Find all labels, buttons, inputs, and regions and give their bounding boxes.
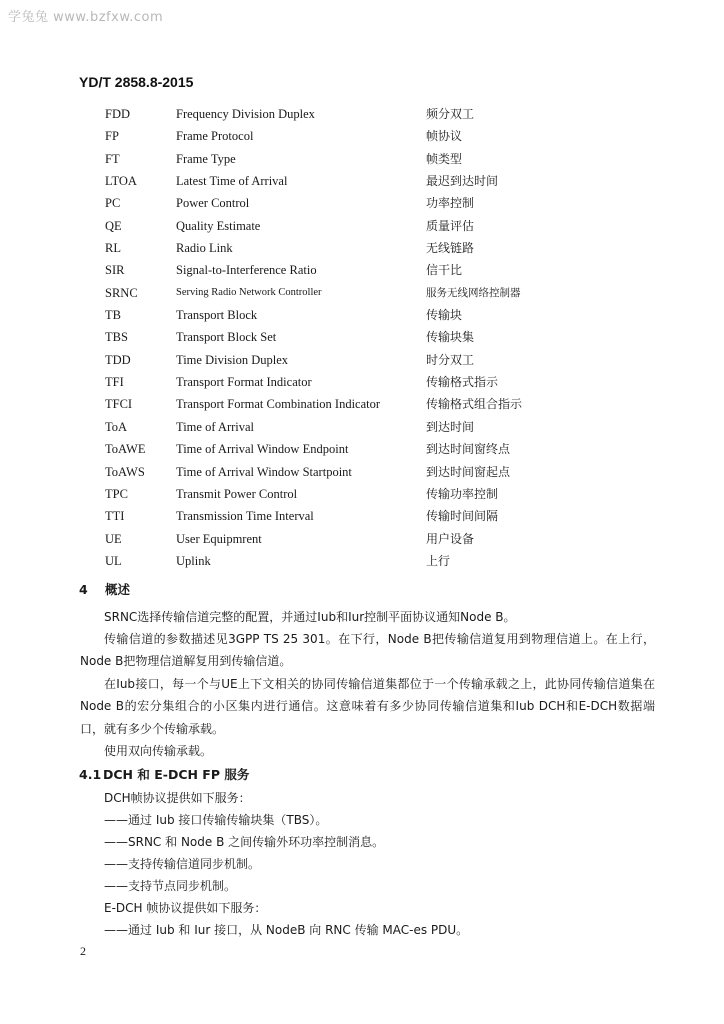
english-term: Serving Radio Network Controller — [176, 286, 322, 298]
watermark: 学兔兔 www.bzfxw.com — [8, 10, 164, 25]
chinese-term: 频分双工 — [426, 107, 475, 121]
abbreviation: UE — [105, 531, 122, 546]
abbreviation-row — [80, 349, 640, 371]
section-4-1-heading — [79, 765, 249, 783]
chinese-term: 传输格式指示 — [426, 375, 499, 390]
abbreviation: RL — [105, 241, 121, 256]
english-term: Frequency Division Duplex — [176, 107, 315, 121]
chinese-term: 信干比 — [426, 263, 463, 278]
abbreviation: TBS — [105, 330, 128, 345]
document-id: YD/T 2858.8-2015 — [79, 74, 194, 90]
section-title: DCH 和 E-DCH FP 服务 — [103, 767, 250, 782]
abbreviation-row — [80, 148, 640, 170]
english-term: Transmission Time Interval — [176, 509, 314, 524]
abbreviation-row — [80, 438, 640, 460]
abbreviation-row — [80, 505, 640, 527]
english-term: Time of Arrival Window Endpoint — [176, 442, 349, 457]
english-term: Time of Arrival — [176, 419, 255, 434]
english-term: Latest Time of Arrival — [176, 174, 288, 189]
chinese-term: 传输格式组合指示 — [426, 397, 523, 412]
abbreviation: TTI — [105, 509, 125, 524]
abbreviation-row — [80, 528, 640, 550]
list-item: ——通过 Iub 接口传输传输块集（TBS）。 — [104, 813, 328, 827]
english-term: Time of Arrival Window Startpoint — [176, 464, 352, 479]
chinese-term: 最迟到达时间 — [426, 174, 499, 189]
paragraph: 在Iub接口，每一个与UE上下文相关的协同传输信道集都位于一个传输承载之上，此协同传输信道集在Node B的宏分集组合的小区集内进行通信。这意味着有多少协同传输信道集和Iub DCH和E-DCH数据端口，就有多少个传输承载。 — [80, 677, 655, 736]
abbreviation-row — [80, 259, 640, 281]
abbreviation-row — [80, 282, 640, 304]
abbreviation-row — [80, 416, 640, 438]
chinese-term: 功率控制 — [426, 196, 475, 211]
abbreviation-row — [80, 550, 640, 572]
list-item: ——支持节点同步机制。 — [104, 879, 237, 893]
abbreviation-row — [80, 170, 640, 192]
abbreviation: FDD — [105, 107, 131, 121]
abbreviation: UL — [105, 553, 122, 568]
english-term: Uplink — [176, 553, 211, 568]
abbreviation-row — [80, 304, 640, 326]
paragraph: 传输信道的参数描述见3GPP TS 25 301。在下行，Node B把传输信道复用到物理信道上。在上行，Node B把物理信道解复用到传输信道。 — [80, 632, 655, 669]
chinese-term: 时分双工 — [426, 352, 475, 367]
chinese-term: 帧类型 — [426, 151, 463, 166]
abbreviation: ToAWE — [105, 442, 146, 457]
abbreviation: TB — [105, 308, 121, 323]
english-term: Transmit Power Control — [176, 486, 298, 501]
english-term: Transport Block Set — [176, 330, 277, 345]
english-term: Quality Estimate — [176, 218, 261, 233]
chinese-term: 到达时间 — [426, 419, 475, 434]
abbreviation: FT — [105, 151, 120, 166]
chinese-term: 传输功率控制 — [426, 486, 499, 501]
abbreviation-row — [80, 461, 640, 483]
english-term: Transport Block — [176, 308, 258, 323]
chinese-term: 服务无线网络控制器 — [426, 286, 521, 299]
chinese-term: 上行 — [426, 553, 451, 568]
paragraph: 使用双向传输承载。 — [104, 744, 213, 758]
english-term: Transport Format Indicator — [176, 375, 312, 390]
abbreviation: SRNC — [105, 285, 138, 300]
abbreviation: TDD — [105, 352, 131, 367]
abbreviation-row — [80, 192, 640, 214]
section-4-heading — [79, 580, 130, 598]
list-item: ——通过 Iub 和 Iur 接口，从 NodeB 向 RNC 传输 MAC-es PDU。 — [104, 923, 469, 937]
english-term: Transport Format Combination Indicator — [176, 397, 381, 412]
abbreviation-row — [80, 237, 640, 259]
english-term: Frame Type — [176, 151, 236, 166]
english-term: Power Control — [176, 196, 250, 211]
page-number: 2 — [80, 944, 86, 958]
abbreviation-row — [80, 103, 640, 125]
list-intro: E-DCH 帧协议提供如下服务： — [104, 901, 267, 915]
chinese-term: 用户设备 — [426, 531, 475, 546]
list-item: ——支持传输信道同步机制。 — [104, 857, 261, 871]
abbreviation: TFI — [105, 375, 124, 390]
section-number: 4.1 — [79, 767, 102, 782]
abbreviation-row — [80, 371, 640, 393]
chinese-term: 到达时间窗起点 — [426, 464, 511, 479]
chinese-term: 传输块 — [426, 308, 463, 323]
abbreviation-table — [80, 103, 640, 572]
english-term: Frame Protocol — [176, 129, 254, 144]
abbreviation: ToAWS — [105, 464, 145, 479]
chinese-term: 到达时间窗终点 — [426, 442, 511, 457]
english-term: Time Division Duplex — [176, 352, 289, 367]
chinese-term: 帧协议 — [426, 129, 463, 144]
english-term: User Equipmrent — [176, 531, 262, 546]
section-title: 概述 — [105, 582, 131, 597]
abbreviation-row — [80, 483, 640, 505]
english-term: Signal-to-Interference Ratio — [176, 263, 317, 278]
abbreviation-row — [80, 393, 640, 415]
paragraph: SRNC选择传输信道完整的配置，并通过Iub和Iur控制平面协议通知Node B。 — [104, 610, 516, 624]
abbreviation: SIR — [105, 263, 125, 278]
chinese-term: 无线链路 — [426, 241, 475, 256]
chinese-term: 传输时间间隔 — [426, 509, 499, 524]
abbreviation: ToA — [105, 419, 128, 434]
abbreviation: TFCI — [105, 397, 133, 412]
list-item: ——SRNC 和 Node B 之间传输外环功率控制消息。 — [104, 835, 385, 849]
english-term: Radio Link — [176, 241, 233, 256]
abbreviation: PC — [105, 196, 121, 211]
abbreviation: QE — [105, 218, 122, 233]
abbreviation-row — [80, 326, 640, 348]
chinese-term: 传输块集 — [426, 330, 475, 345]
abbreviation: LTOA — [105, 174, 137, 189]
section-number: 4 — [79, 582, 88, 597]
abbreviation: FP — [105, 129, 119, 144]
abbreviation: TPC — [105, 486, 128, 501]
list-intro: DCH帧协议提供如下服务： — [104, 791, 251, 805]
chinese-term: 质量评估 — [426, 218, 475, 233]
abbreviation-row — [80, 125, 640, 147]
abbreviation-row — [80, 215, 640, 237]
